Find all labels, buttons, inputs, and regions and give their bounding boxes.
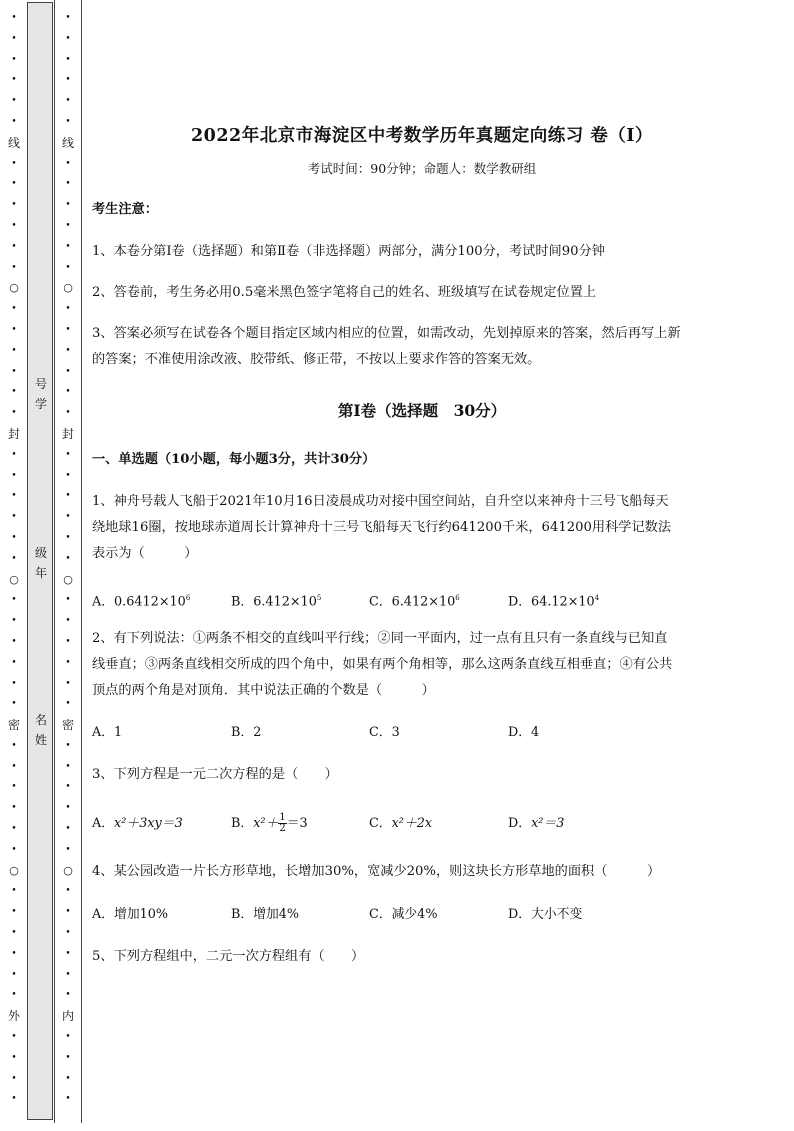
notice-item: 2、答卷前，考生务必用0.5毫米黑色签字笔将自己的姓名、班级填写在试卷规定位置上 [92,285,597,300]
dot-mark: • [65,449,71,460]
dot-mark: • [11,595,17,606]
seal-line-mark: 密 [7,718,20,733]
dot-mark: • [11,1052,17,1063]
dot-mark: • [65,512,71,523]
dot-mark: • [65,948,71,959]
dot-mark: • [65,387,71,398]
dot-mark: • [11,408,17,419]
grade-label: 级 年 [34,546,47,580]
dot-mark: • [11,116,17,127]
option-b[interactable]: B．$6.412\times 10^5$ [231,594,322,610]
page-title: 2022年北京市海淀区中考数学历年真题定向练习 卷（Ⅰ） [191,126,653,146]
seal-line-mark: 内 [61,1009,74,1024]
dot-mark: • [11,948,17,959]
dot-mark: • [65,1052,71,1063]
dot-mark: • [65,553,71,564]
dot-mark: • [65,408,71,419]
dot-mark: • [11,699,17,710]
dot-mark: • [11,220,17,231]
exam-info: 考试时间：90分钟；命题人：数学教研组 [307,161,537,176]
dot-mark: • [11,1073,17,1084]
circle-mark: ○ [9,863,19,877]
dot-mark: • [11,324,17,335]
options-row [92,903,752,927]
dot-mark: • [11,449,17,460]
option-c[interactable]: C．x²＋2x [369,816,433,831]
dot-mark: • [65,532,71,543]
dot-mark: • [65,241,71,252]
dot-mark: • [11,553,17,564]
dot-mark: • [65,33,71,44]
name-label: 名 姓 [34,713,47,747]
option-a[interactable]: A．$0.6412\times 10^6$ [92,594,191,610]
dot-mark: • [65,699,71,710]
dot-mark: • [11,928,17,939]
seal-line-mark: 封 [7,426,20,441]
dot-mark: • [65,200,71,211]
dot-mark: • [11,512,17,523]
dot-mark: • [11,907,17,918]
option-a[interactable]: A．增加10% [92,907,169,922]
options-row [92,586,752,610]
dot-mark: • [65,782,71,793]
dot-mark: • [65,969,71,980]
dot-mark: • [65,1073,71,1084]
dot-mark: • [11,491,17,502]
option-b[interactable]: B．x²＋ $\frac{1}{2}$ ＝3 [231,812,308,834]
dot-mark: • [65,13,71,23]
dot-mark: • [11,657,17,668]
dot-mark: • [11,304,17,315]
dot-mark: • [65,595,71,606]
dot-mark: • [11,1094,17,1105]
dot-mark: • [11,179,17,190]
dot-mark: • [65,616,71,627]
option-d[interactable]: D．4 [508,725,540,740]
dot-mark: • [65,324,71,335]
notice-item: 3、答案必须写在试卷各个题目指定区域内相应的位置，如需改动，先划掉原来的答案，然后再写上新 [92,326,681,341]
dot-mark: • [65,1032,71,1043]
dot-mark: • [11,345,17,356]
dot-mark: • [11,990,17,1001]
notice-item: 的答案；不准使用涂改液、胶带纸、修正带，不按以上要求作答的答案无效。 [92,352,541,367]
dot-mark: • [11,470,17,481]
dot-mark: • [65,470,71,481]
dot-mark: • [65,761,71,772]
option-a[interactable]: A．x²＋3xy＝3 [92,816,183,831]
dot-mark: • [11,532,17,543]
question-line: 绕地球16圈，按地球赤道周长计算神舟十三号飞船每天飞行约641200千米，641200用科学记数法 [92,520,672,535]
question-line: 表示为（ ） [92,546,198,561]
dot-mark: • [65,824,71,835]
dot-mark: • [65,907,71,918]
part-heading: 一、单选题（10小题，每小题3分，共计30分） [92,452,376,467]
question-line: 5、下列方程组中，二元一次方程组有（ ） [92,949,365,964]
dot-mark: • [11,803,17,814]
circle-mark: ○ [63,863,73,877]
circle-mark: ○ [9,281,19,295]
option-a[interactable]: A．1 [92,725,123,740]
seal-line-mark: 线 [61,135,74,150]
dot-mark: • [11,616,17,627]
dot-mark: • [11,366,17,377]
seal-line-mark: 线 [7,135,20,150]
seal-line-mark: 封 [61,426,74,441]
dot-mark: • [11,262,17,273]
dot-mark: • [11,1032,17,1043]
dot-mark: • [11,96,17,107]
question-line: 3、下列方程是一元二次方程的是（ ） [92,767,338,782]
dot-mark: • [11,844,17,855]
dot-mark: • [11,740,17,751]
dot-mark: • [65,75,71,86]
dot-mark: • [11,75,17,86]
inner-binding-column [54,0,82,1123]
dot-mark: • [11,886,17,897]
dot-mark: • [11,33,17,44]
dot-mark: • [11,636,17,647]
dot-mark: • [11,969,17,980]
dot-mark: • [11,782,17,793]
dot-mark: • [65,803,71,814]
option-c[interactable]: C．减少4% [369,907,438,922]
circle-mark: ○ [63,281,73,295]
options-row [92,721,752,745]
dot-mark: • [65,886,71,897]
option-b[interactable]: B．2 [231,725,262,740]
option-c[interactable]: C．$6.412\times 10^6$ [369,594,460,610]
circle-mark: ○ [9,572,19,586]
question-line: 1、神舟号载人飞船于2021年10月16日凌晨成功对接中国空间站，自升空以来神舟十三号飞船每天 [92,494,669,509]
seal-line-mark: 密 [61,718,74,733]
options-row [92,812,752,836]
question-line: 2、有下列说法：①两条不相交的直线叫平行线；②同一平面内，过一点有且只有一条直线与已知直 [92,631,668,646]
dot-mark: • [65,96,71,107]
dot-mark: • [65,491,71,502]
question-line: 4、某公园改造一片长方形草地，长增加30%，宽减少20%，则这块长方形草地的面积（ ） [92,864,661,879]
section-title: 第Ⅰ卷（选择题 30分） [337,401,507,420]
fraction: $\frac{1}{2}$ [279,812,286,834]
student-number-label: 号 学 [34,377,47,411]
dot-mark: • [65,158,71,169]
dot-mark: • [11,678,17,689]
dot-mark: • [65,678,71,689]
dot-mark: • [65,304,71,315]
dot-mark: • [11,824,17,835]
dot-mark: • [65,262,71,273]
dot-mark: • [11,158,17,169]
question-line: 顶点的两个角是对顶角．其中说法正确的个数是（ ） [92,683,435,698]
dot-mark: • [65,54,71,65]
seal-line-mark: 外 [7,1009,20,1024]
dot-mark: • [65,179,71,190]
dot-mark: • [65,740,71,751]
dot-mark: • [65,345,71,356]
option-b[interactable]: B．增加4% [231,907,300,922]
dot-mark: • [11,241,17,252]
dot-mark: • [65,366,71,377]
notice-item: 1、本卷分第Ⅰ卷（选择题）和第Ⅱ卷（非选择题）两部分，满分100分，考试时间90分钟 [92,244,605,259]
question-line: 线垂直；③两条直线相交所成的四个角中，如果有两个角相等，那么这两条直线互相垂直；④有公共 [92,657,673,672]
dot-mark: • [65,636,71,647]
dot-mark: • [65,1094,71,1105]
dot-mark: • [65,116,71,127]
option-d[interactable]: D．$64.12\times 10^4$ [508,594,600,610]
notice-heading: 考生注意： [92,202,158,217]
dot-mark: • [65,657,71,668]
option-d[interactable]: D．大小不变 [508,907,583,922]
dot-mark: • [11,761,17,772]
outer-binding-column [0,0,28,1131]
dot-mark: • [11,54,17,65]
circle-mark: ○ [63,572,73,586]
dot-mark: • [65,928,71,939]
dot-mark: • [11,13,17,23]
dot-mark: • [11,387,17,398]
dot-mark: • [11,200,17,211]
option-c[interactable]: C．3 [369,725,400,740]
option-d[interactable]: D．x²＝3 [508,816,565,831]
dot-mark: • [65,990,71,1001]
dot-mark: • [65,220,71,231]
dot-mark: • [65,844,71,855]
